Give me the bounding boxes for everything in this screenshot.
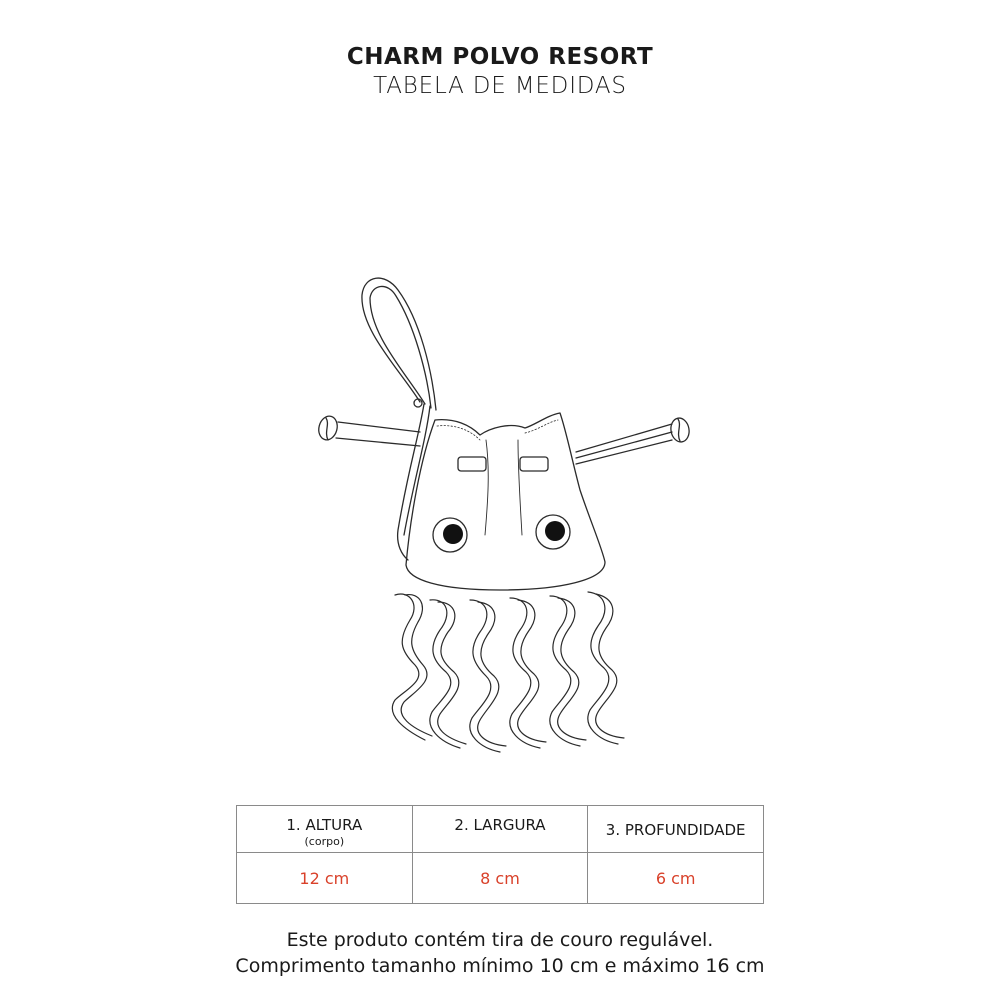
page-title: CHARM POLVO RESORT	[346, 44, 654, 70]
header-profundidade: 3. PROFUNDIDADE	[588, 806, 764, 853]
header-altura	[237, 806, 413, 853]
value-altura: 12 cm	[237, 853, 413, 904]
note-line-2: Comprimento tamanho mínimo 10 cm e máximo 16 cm	[235, 955, 765, 977]
value-largura: 8 cm	[412, 853, 588, 904]
table-row	[237, 853, 764, 904]
value-profundidade: 6 cm	[588, 853, 764, 904]
measurements-table	[236, 805, 764, 904]
note-line-1: Este produto contém tira de couro regulável.	[286, 929, 714, 951]
header-largura: 2. LARGURA	[412, 806, 588, 853]
product-note	[0, 927, 1000, 979]
page-subtitle: TABELA DE MEDIDAS	[373, 73, 627, 99]
octopus-charm-illustration-icon	[300, 260, 700, 770]
header-altura-sublabel: (corpo)	[304, 835, 345, 848]
header-altura-label: 1. ALTURA	[286, 816, 363, 834]
table-header-row	[237, 806, 764, 853]
